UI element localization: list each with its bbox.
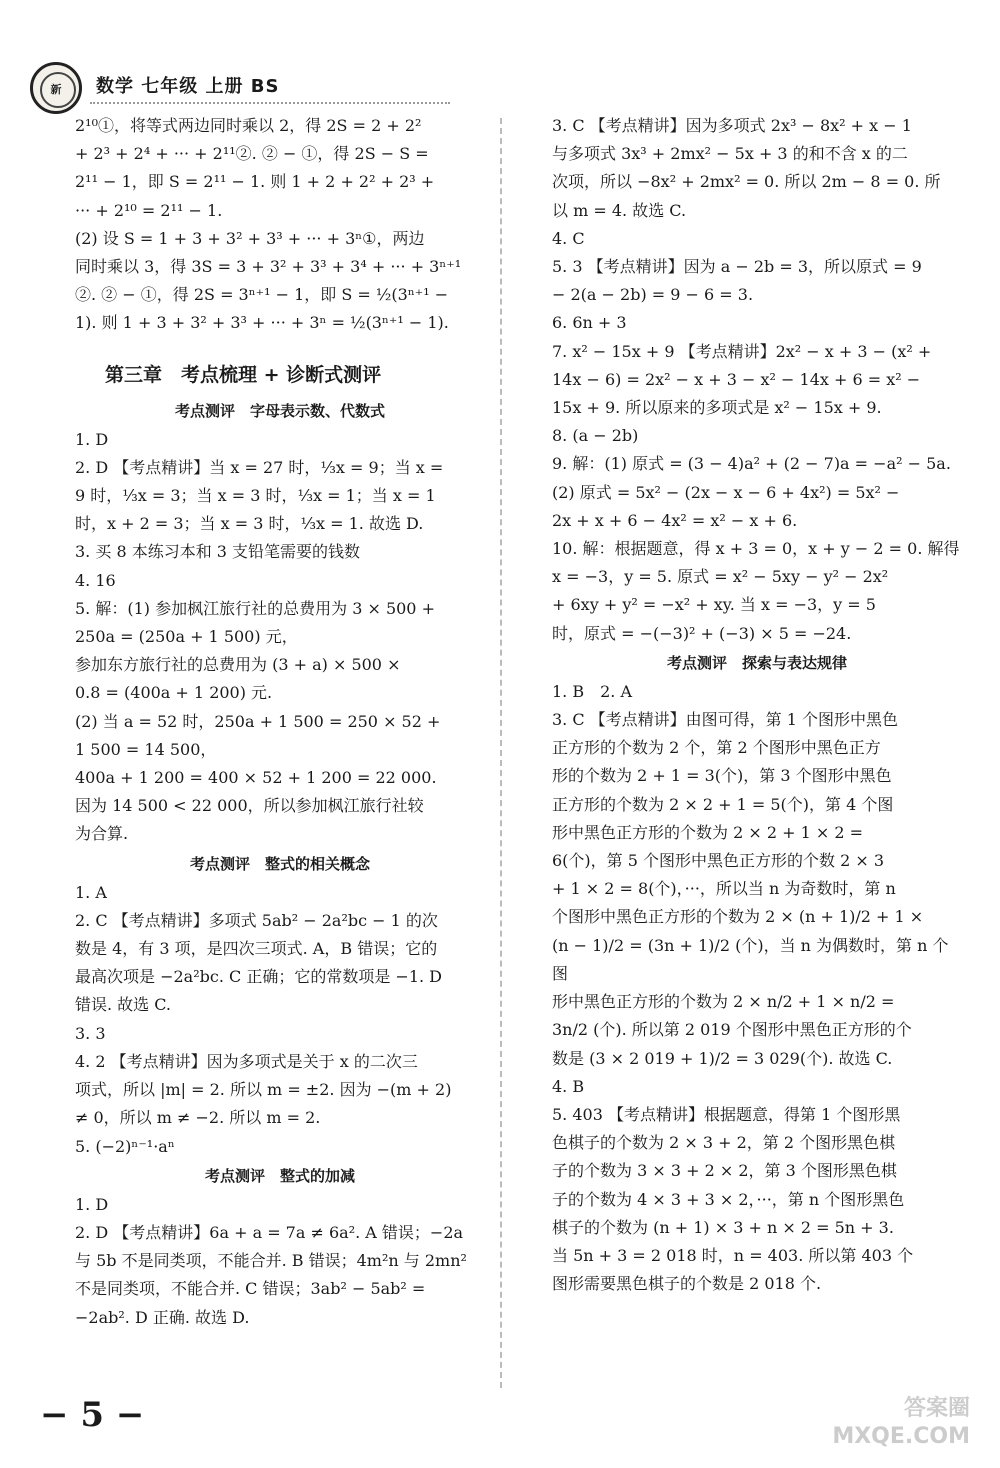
text-line: 与多项式 3x³ + 2mx² − 5x + 3 的和不含 x 的二 bbox=[552, 144, 908, 164]
text-line: 3. C 【考点精讲】因为多项式 2x³ − 8x² + x − 1 bbox=[552, 116, 912, 135]
text-line: 9. 解：(1) 原式 = (3 − 4)a² + (2 − 7)a = −a² − 5a. bbox=[552, 454, 951, 474]
text-line: 数是 (3 × 2 019 + 1)/2 = 3 029(个). 故选 C. bbox=[552, 1048, 893, 1068]
text-line: 14x − 6) = 2x² − x + 3 − x² − 14x + 6 = x² − bbox=[552, 369, 921, 389]
text-line: 为合算. bbox=[75, 824, 129, 844]
text-line: 正方形的个数为 2 × 2 + 1 = 5(个)，第 4 个图 bbox=[552, 794, 894, 814]
text-line: 色棋子的个数为 2 × 3 + 2，第 2 个图形黑色棋 bbox=[552, 1133, 896, 1153]
text-line: 10. 解：根据题意，得 x + 3 = 0，x + y − 2 = 0. 解得 bbox=[552, 539, 960, 559]
text-line: 1. A bbox=[75, 882, 107, 902]
text-line: 同时乘以 3，得 3S = 3 + 3² + 3³ + 3⁴ + ··· + 3ⁿ⁺¹ bbox=[75, 257, 462, 277]
text-line: (n − 1)/2 = (3n + 1)/2 (个)，当 n 为偶数时，第 n 个图 bbox=[552, 935, 949, 983]
text-line: 2. D 【考点精讲】6a + a = 7a ≠ 6a². A 错误；−2a bbox=[75, 1222, 464, 1242]
text-line: 400a + 1 200 = 400 × 52 + 1 200 = 22 000. bbox=[75, 768, 437, 788]
text-line: 参加东方旅行社的总费用为 (3 + a) × 500 × bbox=[75, 655, 401, 675]
text-line: 不是同类项，不能合并. C 错误；3ab² − 5ab² = bbox=[75, 1279, 426, 1299]
right-column bbox=[552, 112, 962, 1298]
text-line: − 2(a − 2b) = 9 − 6 = 3. bbox=[552, 285, 754, 305]
text-line: 1 500 = 14 500， bbox=[75, 739, 217, 759]
text-line: 3. C 【考点精讲】由图可得，第 1 个图形中黑色 bbox=[552, 710, 899, 730]
text-line: 5. 403 【考点精讲】根据题意，得第 1 个图形黑 bbox=[552, 1104, 901, 1124]
text-line: 5. (−2)ⁿ⁻¹·aⁿ bbox=[75, 1136, 175, 1156]
text-line: 7. x² − 15x + 9 【考点精讲】2x² − x + 3 − (x² + bbox=[552, 341, 932, 361]
text-line: 2. C 【考点精讲】多项式 5ab² − 2a²bc − 1 的次 bbox=[75, 910, 438, 930]
text-line: 以 m = 4. 故选 C. bbox=[552, 200, 687, 220]
publisher-logo bbox=[30, 62, 82, 114]
text-line: (2) 原式 = 5x² − (2x − x − 6 + 4x²) = 5x² − bbox=[552, 482, 900, 502]
text-line: 4. C bbox=[552, 228, 585, 248]
text-line: 2. D 【考点精讲】当 x = 27 时，⅓x = 9；当 x = bbox=[75, 457, 444, 477]
text-line: 6(个)，第 5 个图形中黑色正方形的个数 2 × 3 bbox=[552, 851, 885, 871]
text-line: 个图形中黑色正方形的个数为 2 × (n + 1)/2 + 1 × bbox=[552, 907, 924, 927]
text-line: + 2³ + 2⁴ + ··· + 2¹¹②. ② − ①，得 2S − S = bbox=[75, 144, 429, 164]
text-line: 6. 6n + 3 bbox=[552, 313, 627, 333]
text-line: (2) 设 S = 1 + 3 + 3² + 3³ + ··· + 3ⁿ①，两边 bbox=[75, 228, 425, 248]
page-header bbox=[30, 62, 450, 112]
page-number: − 5 − bbox=[40, 1395, 145, 1435]
text-line: 1. D bbox=[75, 429, 109, 449]
text-line: 5. 3 【考点精讲】因为 a − 2b = 3，所以原式 = 9 bbox=[552, 257, 922, 277]
text-line: (2) 当 a = 52 时，250a + 1 500 = 250 × 52 + bbox=[75, 711, 441, 731]
text-line: 与 5b 不是同类项，不能合并. B 错误；4m²n 与 2mn² bbox=[75, 1251, 467, 1271]
text-line: 4. B bbox=[552, 1076, 585, 1096]
text-line: 5. 解：(1) 参加枫江旅行社的总费用为 3 × 500 + bbox=[75, 598, 435, 618]
chapter-heading: 第三章 考点梳理 + 诊断式测评 bbox=[105, 363, 382, 386]
section-heading: 考点测评 探索与表达规律 bbox=[666, 653, 847, 672]
text-line: 子的个数为 3 × 3 + 2 × 2，第 3 个图形黑色棋 bbox=[552, 1161, 897, 1181]
left-column bbox=[75, 112, 485, 1332]
section-heading: 考点测评 字母表示数、代数式 bbox=[174, 401, 385, 420]
text-line: 2¹¹ − 1，即 S = 2¹¹ − 1. 则 1 + 2 + 2² + 2³ + bbox=[75, 172, 435, 192]
column-divider bbox=[500, 118, 502, 1388]
logo-text: 新 bbox=[50, 83, 62, 96]
text-line: 3n/2 (个). 所以第 2 019 个图形中黑色正方形的个 bbox=[552, 1020, 912, 1040]
text-line: 1. B 2. A bbox=[552, 681, 633, 701]
text-line: 1). 则 1 + 3 + 3² + 3³ + ··· + 3ⁿ = ½(3ⁿ⁺¹ − 1). bbox=[75, 313, 449, 333]
header-title: 数学 七年级 上册 BS bbox=[96, 76, 280, 97]
text-line: 图形需要黑色棋子的个数是 2 018 个. bbox=[552, 1274, 822, 1294]
text-line: 次项，所以 −8x² + 2mx² = 0. 所以 2m − 8 = 0. 所 bbox=[552, 172, 941, 192]
text-line: + 6xy + y² = −x² + xy. 当 x = −3，y = 5 bbox=[552, 595, 876, 615]
text-line: 时，原式 = −(−3)² + (−3) × 5 = −24. bbox=[552, 623, 852, 643]
text-line: 正方形的个数为 2 个，第 2 个图形中黑色正方 bbox=[552, 738, 881, 758]
text-line: 2¹⁰①，将等式两边同时乘以 2，得 2S = 2 + 2² bbox=[75, 116, 422, 135]
header-rule bbox=[90, 102, 450, 104]
text-line: 8. (a − 2b) bbox=[552, 426, 639, 446]
watermark bbox=[832, 1395, 970, 1451]
text-line: 最高次项是 −2a²bc. C 正确；它的常数项是 −1. D bbox=[75, 967, 443, 987]
text-line: 子的个数为 4 × 3 + 3 × 2，···，第 n 个图形黑色 bbox=[552, 1189, 905, 1209]
text-line: 因为 14 500 < 22 000，所以参加枫江旅行社较 bbox=[75, 796, 424, 816]
text-line: x = −3，y = 5. 原式 = x² − 5xy − y² − 2x² bbox=[552, 567, 889, 587]
text-line: 棋子的个数为 (n + 1) × 3 + n × 2 = 5n + 3. bbox=[552, 1217, 894, 1237]
text-line: 形的个数为 2 + 1 = 3(个)，第 3 个图形中黑色 bbox=[552, 766, 892, 786]
text-line: 2x + x + 6 − 4x² = x² − x + 6. bbox=[552, 510, 798, 530]
text-line: −2ab². D 正确. 故选 D. bbox=[75, 1307, 250, 1327]
text-line: 错误. 故选 C. bbox=[75, 995, 172, 1015]
text-line: 形中黑色正方形的个数为 2 × n/2 + 1 × n/2 = bbox=[552, 992, 895, 1012]
text-line: ··· + 2¹⁰ = 2¹¹ − 1. bbox=[75, 200, 223, 220]
text-line: 项式，所以 |m| = 2. 所以 m = ±2. 因为 −(m + 2) bbox=[75, 1080, 452, 1100]
text-line: 3. 3 bbox=[75, 1023, 106, 1043]
section-heading: 考点测评 整式的加减 bbox=[204, 1166, 355, 1185]
text-line: 时，x + 2 = 3；当 x = 3 时，⅓x = 1. 故选 D. bbox=[75, 514, 424, 534]
watermark-line2: MXQE.COM bbox=[832, 1424, 970, 1449]
text-line: 形中黑色正方形的个数为 2 × 2 + 1 × 2 = bbox=[552, 822, 864, 842]
text-line: 3. 买 8 本练习本和 3 支铅笔需要的钱数 bbox=[75, 542, 361, 562]
text-line: 15x + 9. 所以原来的多项式是 x² − 15x + 9. bbox=[552, 398, 882, 418]
text-line: 0.8 = (400a + 1 200) 元. bbox=[75, 683, 273, 703]
section-heading: 考点测评 整式的相关概念 bbox=[189, 854, 370, 873]
text-line: 250a = (250a + 1 500) 元， bbox=[75, 627, 298, 647]
text-line: 4. 2 【考点精讲】因为多项式是关于 x 的二次三 bbox=[75, 1051, 418, 1071]
text-line: 4. 16 bbox=[75, 570, 116, 590]
text-line: + 1 × 2 = 8(个)，···，所以当 n 为奇数时，第 n bbox=[552, 879, 896, 899]
watermark-line1: 答案圈 bbox=[903, 1396, 970, 1421]
text-line: 1. D bbox=[75, 1194, 109, 1214]
text-line: 数是 4，有 3 项，是四次三项式. A，B 错误；它的 bbox=[75, 939, 438, 959]
text-line: ②. ② − ①，得 2S = 3ⁿ⁺¹ − 1，即 S = ½(3ⁿ⁺¹ − bbox=[75, 285, 449, 305]
text-line: ≠ 0，所以 m ≠ −2. 所以 m = 2. bbox=[75, 1108, 321, 1128]
text-line: 9 时，⅓x = 3；当 x = 3 时，⅓x = 1；当 x = 1 bbox=[75, 486, 436, 506]
text-line: 当 5n + 3 = 2 018 时，n = 403. 所以第 403 个 bbox=[552, 1245, 914, 1265]
